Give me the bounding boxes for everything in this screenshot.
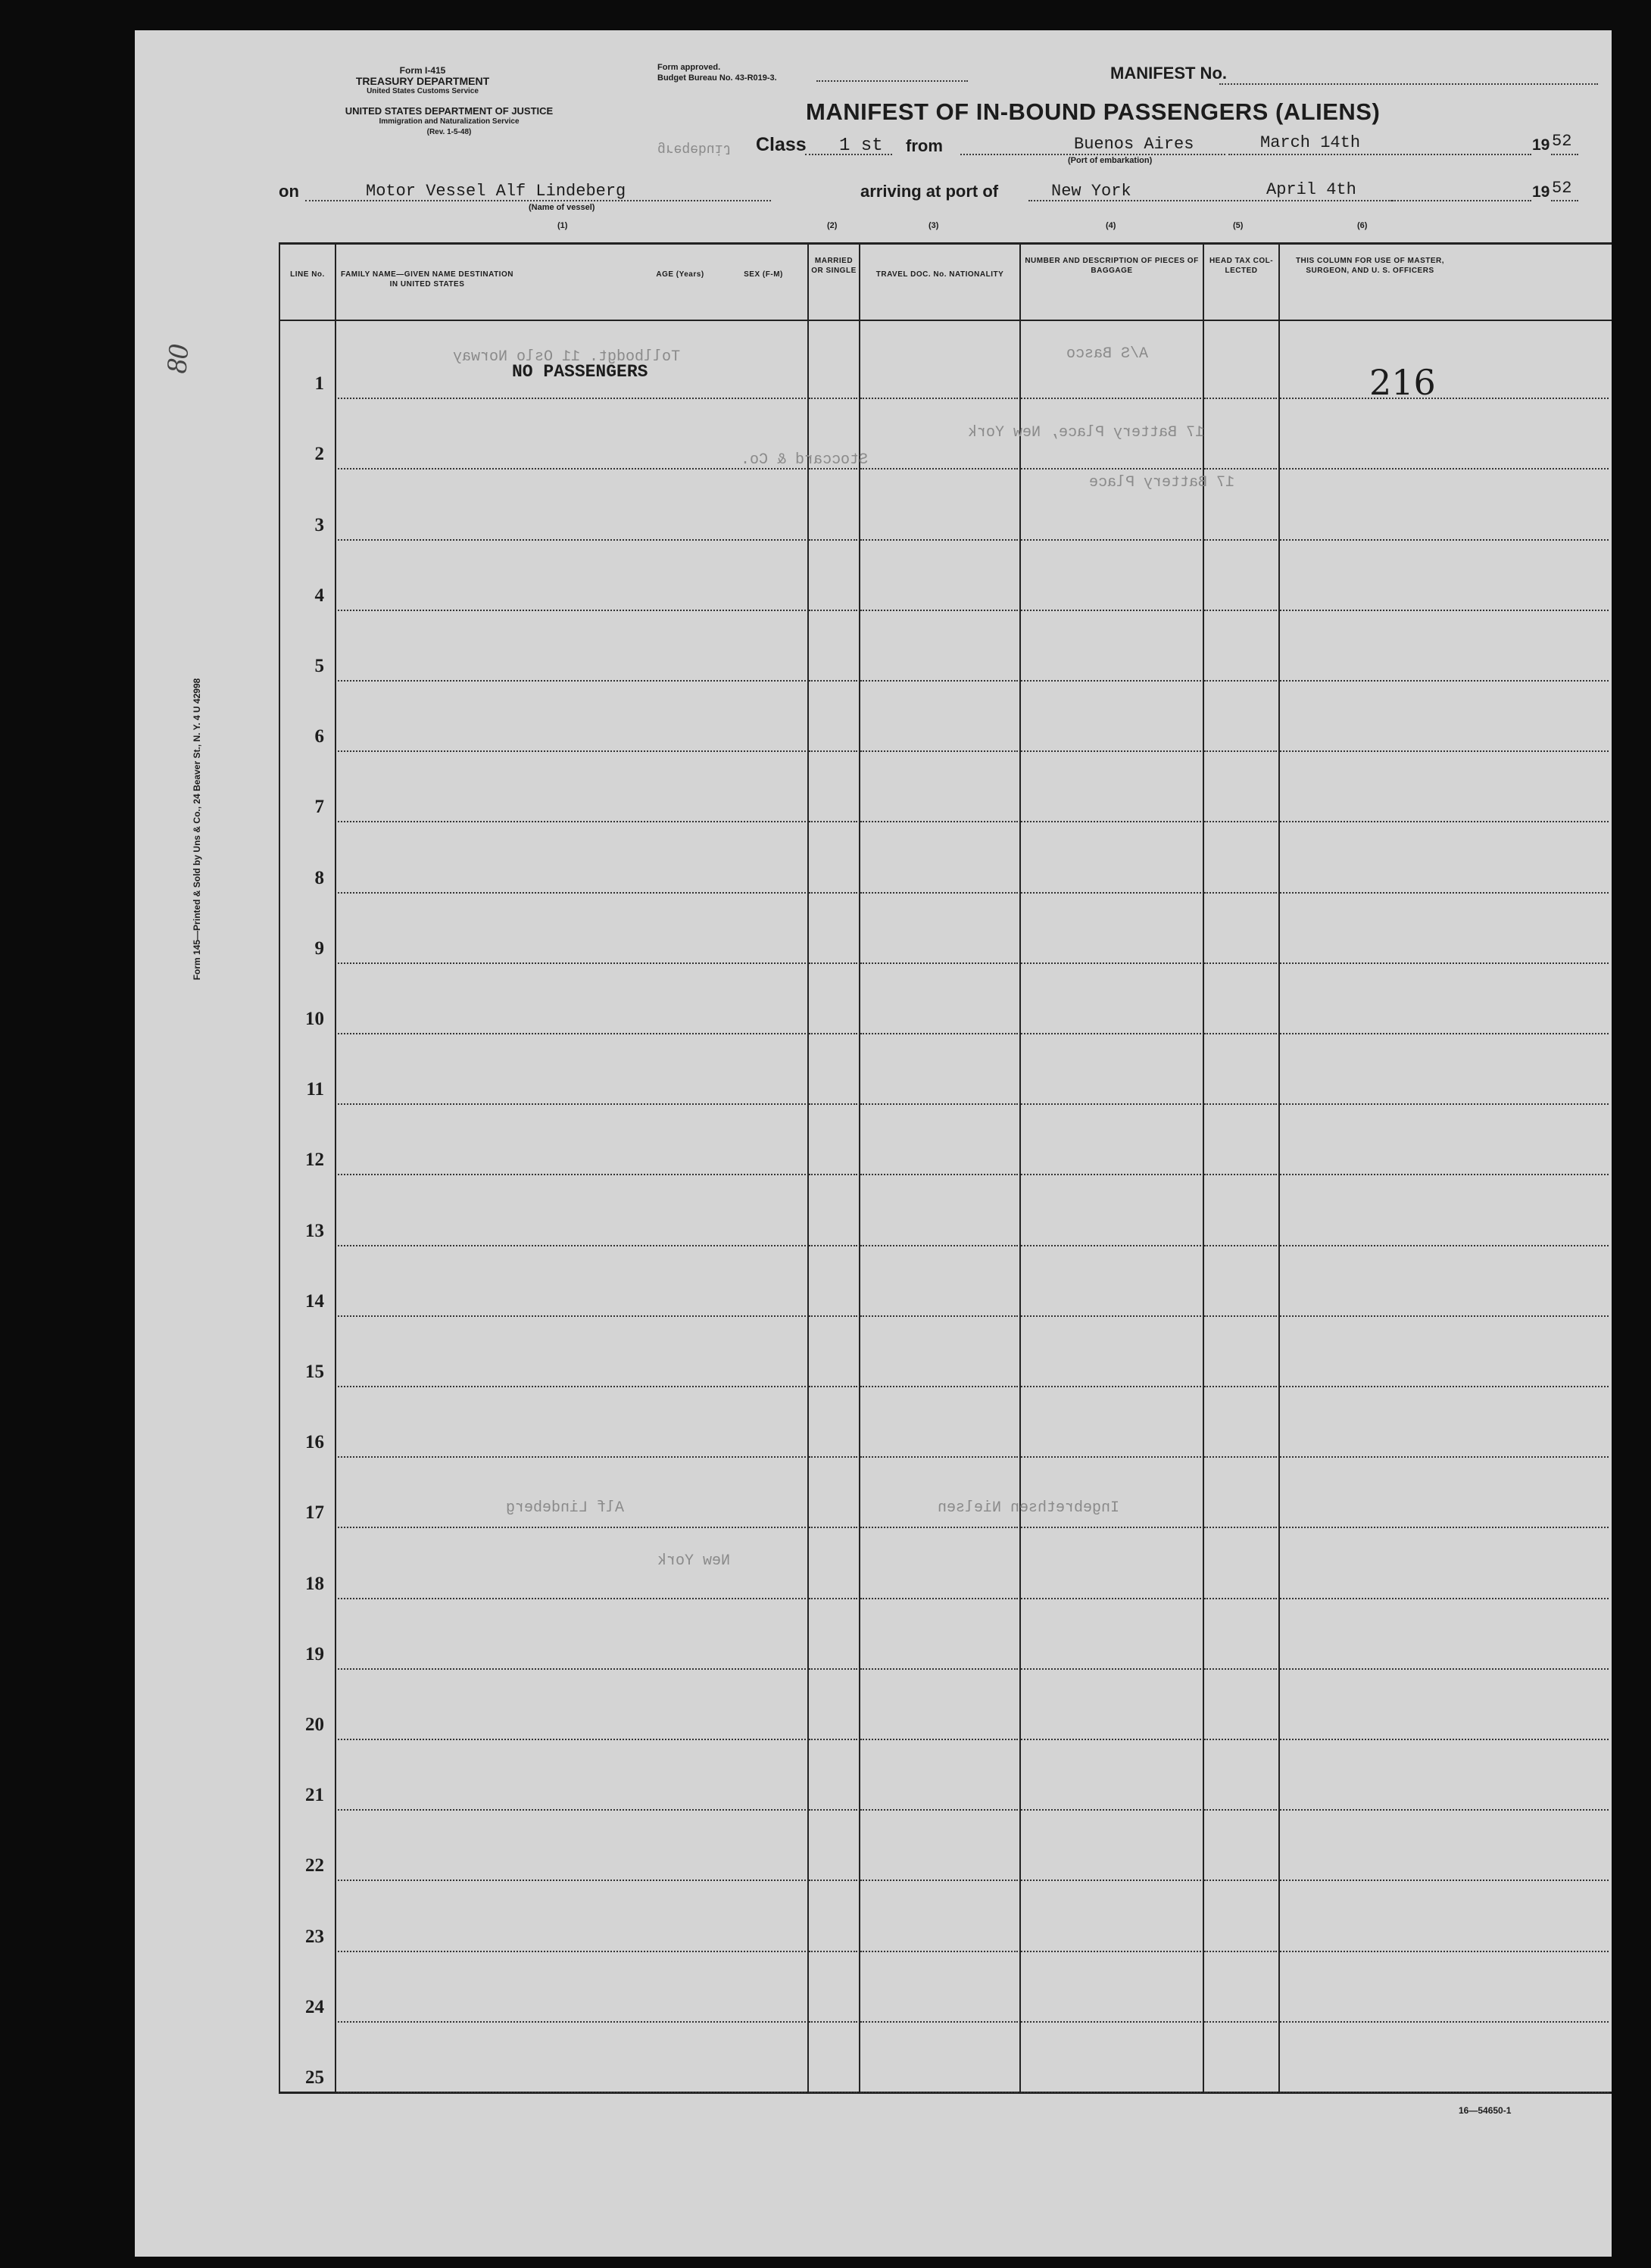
row-dotted-line xyxy=(1021,892,1201,894)
row-dotted-line xyxy=(338,962,806,964)
on-label: on xyxy=(279,182,299,201)
row-dotted-line xyxy=(338,821,806,822)
form-revision: (Rev. 1-5-48) xyxy=(426,128,472,136)
row-dotted-line xyxy=(1280,468,1609,470)
bleed-through-text: Alf Lindeberg xyxy=(506,1499,625,1517)
margin-note: 80 xyxy=(161,343,195,375)
row-number: 21 xyxy=(305,1785,324,1806)
table-header-border xyxy=(279,320,1612,321)
approval-dotted-line xyxy=(816,80,968,82)
row-dotted-line xyxy=(860,1456,1018,1458)
col-divider xyxy=(1203,242,1204,2093)
from-value: Buenos Aires xyxy=(1074,135,1194,154)
row-dotted-line xyxy=(860,821,1018,822)
row-dotted-line xyxy=(1021,468,1201,470)
form-approval xyxy=(657,62,777,83)
bleed-through-text: Tollbodgt. 11 Oslo Norway xyxy=(453,348,681,366)
row-dotted-line xyxy=(1280,1103,1609,1105)
row-dotted-line xyxy=(1021,750,1201,752)
date2-line xyxy=(1392,200,1531,201)
row-dotted-line xyxy=(1204,680,1277,682)
row-dotted-line xyxy=(1021,539,1201,541)
row-dotted-line xyxy=(1280,680,1609,682)
row-dotted-line xyxy=(338,1245,806,1246)
immigration-service: Immigration and Naturalization Service xyxy=(379,117,520,126)
row-dotted-line xyxy=(338,1174,806,1175)
header-baggage: NUMBER AND DESCRIPTION OF PIECES OF BAGGAGE xyxy=(1025,257,1199,275)
column-number: (1) xyxy=(557,221,568,230)
row-number: 7 xyxy=(314,797,324,818)
row-dotted-line xyxy=(1204,398,1277,399)
row-dotted-line xyxy=(809,1174,857,1175)
header-officers: THIS COLUMN FOR USE OF MASTER, SURGEON, AND U. S. OFFICERS xyxy=(1295,257,1445,275)
row-number: 23 xyxy=(305,1926,324,1947)
port-value: New York xyxy=(1051,182,1131,201)
header-line-no: LINE No. xyxy=(290,270,325,279)
class-value: 1 st xyxy=(839,136,883,156)
col-divider xyxy=(335,242,336,2093)
row-dotted-line xyxy=(1021,2092,1201,2093)
row-number: 20 xyxy=(305,1714,324,1735)
row-dotted-line xyxy=(1204,1668,1277,1670)
column-number: (2) xyxy=(827,221,838,230)
manifest-title: MANIFEST OF IN-BOUND PASSENGERS (ALIENS) xyxy=(806,98,1381,125)
row-dotted-line xyxy=(338,610,806,611)
left-header xyxy=(347,65,498,97)
row-dotted-line xyxy=(860,1668,1018,1670)
row-dotted-line xyxy=(809,398,857,399)
row-dotted-line xyxy=(1021,1809,1201,1811)
justice-dept: UNITED STATES DEPARTMENT OF JUSTICE xyxy=(345,105,554,117)
row-dotted-line xyxy=(809,1315,857,1317)
year1-prefix: 19 xyxy=(1532,136,1550,154)
bleed-through-text: A/S Basco xyxy=(1066,345,1149,363)
row-dotted-line xyxy=(338,1456,806,1458)
row-dotted-line xyxy=(809,1386,857,1387)
row-number: 4 xyxy=(314,585,324,606)
row-dotted-line xyxy=(809,680,857,682)
row-dotted-line xyxy=(860,1033,1018,1034)
row-dotted-line xyxy=(809,1668,857,1670)
row-dotted-line xyxy=(1280,1174,1609,1175)
row-dotted-line xyxy=(809,750,857,752)
row-dotted-line xyxy=(1280,1809,1609,1811)
from-line xyxy=(960,154,1225,155)
row-number: 10 xyxy=(305,1009,324,1029)
row-dotted-line xyxy=(1204,750,1277,752)
row-dotted-line xyxy=(338,892,806,894)
row-dotted-line xyxy=(338,539,806,541)
row-dotted-line xyxy=(1204,1598,1277,1599)
row-dotted-line xyxy=(1280,1668,1609,1670)
header-head-tax: HEAD TAX COL-LECTED xyxy=(1209,257,1274,275)
row-dotted-line xyxy=(1021,962,1201,964)
bleed-through-text: New York xyxy=(657,1552,731,1570)
row-number: 16 xyxy=(305,1432,324,1453)
row-dotted-line xyxy=(809,1245,857,1246)
row-dotted-line xyxy=(338,1598,806,1599)
row-dotted-line xyxy=(809,1880,857,1881)
row-dotted-line xyxy=(1280,1033,1609,1034)
row-dotted-line xyxy=(1204,1174,1277,1175)
row-dotted-line xyxy=(338,1386,806,1387)
row-dotted-line xyxy=(1021,2021,1201,2023)
row-dotted-line xyxy=(1280,2092,1609,2093)
bleed-through-text: Ingebrethsen Nielsen xyxy=(938,1499,1120,1517)
row-dotted-line xyxy=(1280,2021,1609,2023)
row-dotted-line xyxy=(1021,1033,1201,1034)
row-dotted-line xyxy=(1204,2021,1277,2023)
row-dotted-line xyxy=(860,398,1018,399)
justice-header xyxy=(279,106,620,138)
row-dotted-line xyxy=(1280,1386,1609,1387)
row-number: 15 xyxy=(305,1362,324,1382)
row-dotted-line xyxy=(1280,1527,1609,1528)
row-dotted-line xyxy=(809,1103,857,1105)
treasury-dept: TREASURY DEPARTMENT xyxy=(355,75,490,87)
row-dotted-line xyxy=(1204,1880,1277,1881)
row-dotted-line xyxy=(1204,1456,1277,1458)
row-dotted-line xyxy=(860,1598,1018,1599)
row-dotted-line xyxy=(1021,680,1201,682)
col-divider xyxy=(1019,242,1021,2093)
arriving-label: arriving at port of xyxy=(860,182,999,201)
row-dotted-line xyxy=(809,1527,857,1528)
date1-line xyxy=(1228,154,1531,155)
header-married: MARRIED OR SINGLE xyxy=(811,257,857,275)
row-number: 9 xyxy=(314,937,324,959)
row-dotted-line xyxy=(1021,1456,1201,1458)
row-dotted-line xyxy=(1021,821,1201,822)
row-dotted-line xyxy=(1280,1315,1609,1317)
row-dotted-line xyxy=(860,1245,1018,1246)
row-dotted-line xyxy=(809,1033,857,1034)
row-dotted-line xyxy=(809,821,857,822)
row-number: 18 xyxy=(305,1573,324,1594)
header-sex: SEX (F-M) xyxy=(744,270,783,279)
row-dotted-line xyxy=(338,1033,806,1034)
row-dotted-line xyxy=(1280,1245,1609,1246)
row-dotted-line xyxy=(860,1951,1018,1952)
no-passengers-note: NO PASSENGERS xyxy=(512,362,648,382)
row-dotted-line xyxy=(1204,1386,1277,1387)
row-dotted-line xyxy=(338,1739,806,1740)
from-label: from xyxy=(906,136,943,155)
row-number: 17 xyxy=(305,1502,324,1524)
row-dotted-line xyxy=(860,1880,1018,1881)
row-dotted-line xyxy=(1280,962,1609,964)
row-dotted-line xyxy=(1021,1527,1201,1528)
row-dotted-line xyxy=(860,1174,1018,1175)
row-dotted-line xyxy=(1021,1315,1201,1317)
bleed-through-text: 17 Battery Place xyxy=(1089,474,1235,491)
row-dotted-line xyxy=(1021,1951,1201,1952)
row-dotted-line xyxy=(809,2092,857,2093)
header-name: FAMILY NAME—GIVEN NAME DESTINATION IN UNITED STATES xyxy=(341,270,513,289)
row-dotted-line xyxy=(809,1809,857,1811)
row-dotted-line xyxy=(1021,1739,1201,1740)
row-dotted-line xyxy=(860,2021,1018,2023)
row-dotted-line xyxy=(860,1527,1018,1528)
side-print: Form 145—Printed & Sold by Uns & Co., 24 Beaver St., N. Y. 4 U 42998 xyxy=(192,678,202,981)
row-dotted-line xyxy=(1280,539,1609,541)
row-dotted-line xyxy=(338,1527,806,1528)
row-dotted-line xyxy=(338,1951,806,1952)
row-dotted-line xyxy=(860,1315,1018,1317)
row-number: 8 xyxy=(314,867,324,888)
row-dotted-line xyxy=(1204,821,1277,822)
row-dotted-line xyxy=(860,680,1018,682)
customs-service: United States Customs Service xyxy=(367,87,479,95)
row-number: 24 xyxy=(305,1996,324,2017)
row-dotted-line xyxy=(809,539,857,541)
row-dotted-line xyxy=(860,892,1018,894)
row-dotted-line xyxy=(860,962,1018,964)
row-number: 5 xyxy=(314,656,324,676)
row-dotted-line xyxy=(1204,1033,1277,1034)
approval-line2: Budget Bureau No. 43-R019-3. xyxy=(657,73,777,83)
year2-prefix: 19 xyxy=(1532,183,1550,201)
row-dotted-line xyxy=(1204,892,1277,894)
row-dotted-line xyxy=(809,892,857,894)
row-dotted-line xyxy=(338,750,806,752)
row-dotted-line xyxy=(809,962,857,964)
row-dotted-line xyxy=(1204,1103,1277,1105)
date1-value: March 14th xyxy=(1260,133,1361,152)
row-dotted-line xyxy=(1280,1456,1609,1458)
row-dotted-line xyxy=(1204,610,1277,611)
row-dotted-line xyxy=(809,1456,857,1458)
row-dotted-line xyxy=(338,2021,806,2023)
row-dotted-line xyxy=(1204,1245,1277,1246)
row-dotted-line xyxy=(1280,1739,1609,1740)
row-dotted-line xyxy=(809,1739,857,1740)
row-number: 6 xyxy=(314,726,324,747)
row-dotted-line xyxy=(1280,892,1609,894)
row-dotted-line xyxy=(1021,1668,1201,1670)
row-dotted-line xyxy=(860,1386,1018,1387)
manifest-page xyxy=(135,30,1612,2257)
row-dotted-line xyxy=(1204,539,1277,541)
row-dotted-line xyxy=(1021,610,1201,611)
column-number: (4) xyxy=(1106,221,1116,230)
year1-line xyxy=(1551,154,1578,155)
row-dotted-line xyxy=(809,1598,857,1599)
row-dotted-line xyxy=(1280,610,1609,611)
header-travel: TRAVEL DOC. No. NATIONALITY xyxy=(875,270,1004,279)
row-dotted-line xyxy=(338,468,806,470)
row-dotted-line xyxy=(1021,1598,1201,1599)
row-dotted-line xyxy=(1204,1809,1277,1811)
row-dotted-line xyxy=(1021,1245,1201,1246)
year1-value: 52 xyxy=(1552,132,1572,151)
row-dotted-line xyxy=(1021,1103,1201,1105)
row-dotted-line xyxy=(860,610,1018,611)
column-number: (6) xyxy=(1357,221,1368,230)
row-number: 3 xyxy=(314,514,324,535)
row-dotted-line xyxy=(338,398,806,399)
row-dotted-line xyxy=(809,468,857,470)
row-number: 25 xyxy=(305,2067,324,2088)
row-dotted-line xyxy=(860,1739,1018,1740)
row-dotted-line xyxy=(1204,1527,1277,1528)
row-dotted-line xyxy=(1021,1174,1201,1175)
row-dotted-line xyxy=(1021,398,1201,399)
row-dotted-line xyxy=(1280,1598,1609,1599)
row-dotted-line xyxy=(338,680,806,682)
vessel-caption: (Name of vessel) xyxy=(529,203,595,212)
col-divider xyxy=(807,242,809,2093)
col-divider xyxy=(859,242,860,2093)
row-dotted-line xyxy=(1021,1880,1201,1881)
stamp-number: 216 xyxy=(1369,362,1436,403)
row-dotted-line xyxy=(809,1951,857,1952)
row-dotted-line xyxy=(338,1809,806,1811)
form-number: Form I-415 xyxy=(399,65,446,76)
row-dotted-line xyxy=(809,2021,857,2023)
row-number: 19 xyxy=(305,1643,324,1664)
year2-line xyxy=(1551,200,1578,201)
row-dotted-line xyxy=(860,750,1018,752)
row-dotted-line xyxy=(1204,1951,1277,1952)
row-dotted-line xyxy=(1204,468,1277,470)
table-top-border xyxy=(279,242,1612,245)
manifest-no-label: MANIFEST No. xyxy=(1110,64,1227,83)
row-dotted-line xyxy=(1280,1880,1609,1881)
row-dotted-line xyxy=(809,610,857,611)
row-dotted-line xyxy=(860,2092,1018,2093)
row-dotted-line xyxy=(1280,750,1609,752)
row-dotted-line xyxy=(1204,1739,1277,1740)
row-dotted-line xyxy=(1204,962,1277,964)
row-dotted-line xyxy=(1204,1315,1277,1317)
row-dotted-line xyxy=(1280,1951,1609,1952)
row-dotted-line xyxy=(1021,1386,1201,1387)
col-divider xyxy=(1278,242,1280,2093)
row-dotted-line xyxy=(860,1809,1018,1811)
row-dotted-line xyxy=(338,2092,806,2093)
row-dotted-line xyxy=(338,1315,806,1317)
table-left-border xyxy=(279,242,280,2093)
row-number: 12 xyxy=(305,1150,324,1171)
class-label: Class xyxy=(756,134,807,155)
bleed-through-text: 17 Battery Place, New York xyxy=(968,424,1205,441)
port-caption: (Port of embarkation) xyxy=(1068,156,1153,165)
row-dotted-line xyxy=(1280,398,1609,399)
approval-line1: Form approved. xyxy=(657,63,721,72)
bleed-through-text: Stoccard & Co. xyxy=(741,451,869,469)
bleed-through-text: greqebuiJ xyxy=(657,141,732,156)
row-dotted-line xyxy=(1204,2092,1277,2093)
row-number: 13 xyxy=(305,1220,324,1241)
footer-code: 16—54650-1 xyxy=(1459,2105,1512,2116)
row-number: 11 xyxy=(306,1079,324,1100)
vessel-value: Motor Vessel Alf Lindeberg xyxy=(366,182,626,201)
row-number: 14 xyxy=(305,1290,324,1312)
year2-value: 52 xyxy=(1552,179,1572,198)
date2-value: April 4th xyxy=(1266,180,1356,199)
row-dotted-line xyxy=(860,468,1018,470)
row-number: 1 xyxy=(314,373,324,395)
column-number: (5) xyxy=(1233,221,1244,230)
manifest-no-line xyxy=(1219,83,1598,85)
row-dotted-line xyxy=(860,1103,1018,1105)
row-dotted-line xyxy=(860,539,1018,541)
row-dotted-line xyxy=(338,1103,806,1105)
row-dotted-line xyxy=(338,1880,806,1881)
row-dotted-line xyxy=(1280,821,1609,822)
row-number: 2 xyxy=(314,444,324,465)
column-number: (3) xyxy=(928,221,939,230)
header-age: AGE (Years) xyxy=(656,270,704,279)
row-number: 22 xyxy=(305,1855,324,1876)
row-dotted-line xyxy=(338,1668,806,1670)
